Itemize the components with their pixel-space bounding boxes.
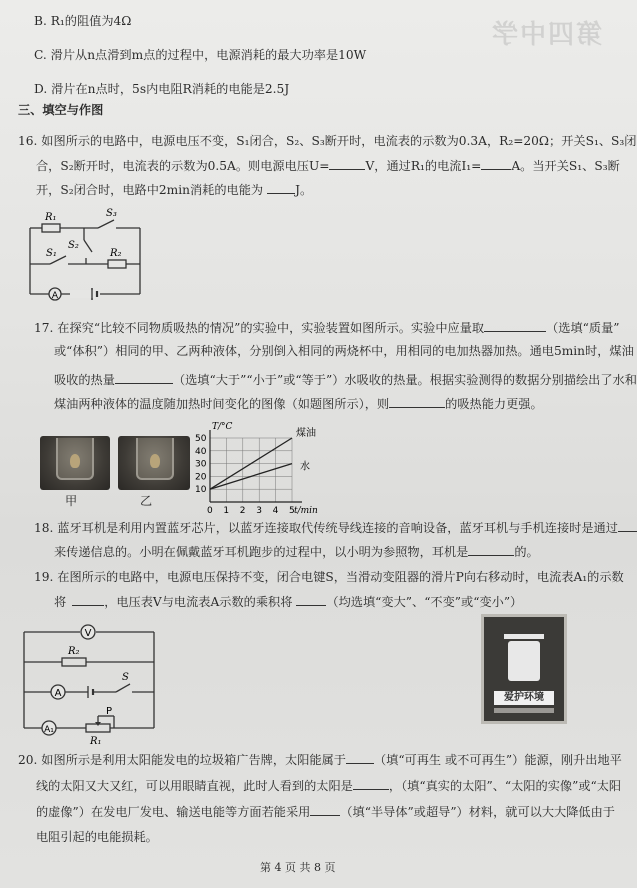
q16-text-c: A。当开关S₁、S₃断 xyxy=(511,159,620,173)
q16-blank-energy[interactable] xyxy=(267,182,295,194)
label-r2: R₂ xyxy=(110,248,122,259)
q19-text-c: （均选填“变大”、“不变”或“变小”） xyxy=(326,595,523,609)
label-yi: 乙 xyxy=(140,494,153,508)
q20-text-a: 20. 如图所示是利用太阳能发电的垃圾箱广告牌，太阳能属于 xyxy=(18,753,346,767)
label-r1: R₁ xyxy=(45,212,57,223)
option-c: C. 滑片从n点滑到m点的过程中，电源消耗的最大功率是10W xyxy=(34,48,367,62)
q16-text-d: 开，S₂闭合时，电路中2min消耗的电能为 xyxy=(36,183,264,197)
bleed-through-text: 第四中学 xyxy=(490,20,603,50)
ammeter1-19-label: A₁ xyxy=(44,725,54,735)
q19-text-b: ，电压表V与电流表A示数的乘积将 xyxy=(104,595,293,609)
solar-trash-bin-poster xyxy=(481,614,567,724)
y-tick-label: 40 xyxy=(195,446,207,457)
q17-line4 xyxy=(54,396,543,412)
y-axis-label: T/°C xyxy=(212,422,233,432)
series-label: 水 xyxy=(300,461,310,473)
q20-text-f: （填“半导体”或超导”）材料，就可以大大降低由于 xyxy=(340,805,615,819)
page-footer: 第 4 页 共 8 页 xyxy=(260,861,336,874)
q17-blank-substance[interactable] xyxy=(389,396,445,408)
q20-text-e: 的虚像”）在发电厂发电、输送电能等方面若能采用 xyxy=(36,805,311,819)
q17-blank-heat[interactable] xyxy=(115,372,173,384)
q20-text-d: ，（填“真实的太阳”、“太阳的实像”或“太阳 xyxy=(388,779,622,793)
q17-line1 xyxy=(34,320,620,336)
x-tick-label: 3 xyxy=(256,506,262,516)
q19-line1: 19. 在图所示的电路中，电源电压保持不变，闭合电键S，当滑动变阻器的滑片P向右移动时，电流表A₁的示数 xyxy=(34,570,624,584)
q16-text-a: 合，S₂断开时，电流表的示数为0.5A。则电源电压U= xyxy=(36,159,330,173)
voltmeter-19-label: V xyxy=(84,628,92,639)
ammeter-19-label: A xyxy=(54,688,62,699)
heater-jia xyxy=(70,454,80,468)
q18-line2 xyxy=(54,544,539,560)
q18-text-c: 的。 xyxy=(514,545,539,559)
q17-text-c: 吸收的热量 xyxy=(54,373,115,387)
q17-line2: 或“体积”）相同的甲、乙两种液体，分别倒入相同的两烧杯中，用相同的电加热器加热。通电5min时，煤油 xyxy=(54,344,634,358)
q18-blank-medium[interactable] xyxy=(618,520,637,532)
q17-text-d: （选填“大于”“小于”或“等于”）水吸收的热量。根据实验测得的数据分别描绘出了水和 xyxy=(172,373,637,387)
y-tick-label: 10 xyxy=(195,485,207,496)
y-tick-label: 30 xyxy=(195,459,207,470)
label-jia: 甲 xyxy=(65,494,78,508)
q19-blank-a1[interactable] xyxy=(72,594,104,606)
x-tick-label: 5 xyxy=(289,506,295,516)
x-tick-label: 0 xyxy=(207,506,213,516)
q16-line1: 16. 如图所示的电路中，电源电压不变，S₁闭合，S₂、S₃断开时，电流表的示数为0.3A，R₂=20Ω；开关S₁、S₃闭 xyxy=(18,134,637,148)
q17-line3 xyxy=(54,372,637,388)
q16-blank-current[interactable] xyxy=(481,158,511,170)
q20-blank-material[interactable] xyxy=(310,804,340,816)
trash-bin-icon xyxy=(508,641,540,681)
beaker-photo-yi xyxy=(118,436,190,490)
circuit-diagram-16 xyxy=(20,200,150,305)
q16-line2 xyxy=(36,158,620,174)
q18-blank-motion[interactable] xyxy=(468,544,514,556)
poster-subtext xyxy=(494,708,554,713)
q16-text-b: V，通过R₁的电流I₁= xyxy=(365,159,482,173)
q16-text-e: J。 xyxy=(295,183,313,197)
poster-label: 爱护环境 xyxy=(494,691,554,705)
q17-text-f: 的吸热能力更强。 xyxy=(445,397,543,411)
label-switch-19: S xyxy=(122,672,129,683)
y-tick-label: 50 xyxy=(195,434,207,444)
beaker-photo-jia xyxy=(40,436,110,490)
q20-line1 xyxy=(18,752,622,768)
q16-blank-voltage[interactable] xyxy=(329,158,365,170)
y-tick-label: 20 xyxy=(195,472,207,483)
q20-blank-sun[interactable] xyxy=(353,778,389,790)
q20-text-c: 线的太阳又大又红，可以用眼睛直视，此时人看到的太阳是 xyxy=(36,779,353,793)
x-axis-label: t/min xyxy=(294,506,318,516)
q17-text-a: 17. 在探究“比较不同物质吸热的情况”的实验中，实验装置如图所示。实验中应量取 xyxy=(34,321,485,335)
q17-blank-quantity[interactable] xyxy=(484,320,546,332)
q19-text-a: 将 xyxy=(54,595,67,609)
label-slider-19: P xyxy=(106,706,113,717)
temperature-time-chart xyxy=(188,420,348,520)
q20-text-b: （填“可再生 或不可再生”）能源，刚升出地平 xyxy=(373,753,622,767)
heater-yi xyxy=(150,454,160,468)
x-tick-label: 1 xyxy=(223,506,230,516)
q18-text-b: 来传递信息的。小明在佩戴蓝牙耳机跑步的过程中，以小明为参照物，耳机是 xyxy=(54,545,469,559)
circuit-diagram-19 xyxy=(18,616,168,746)
option-b: B. R₁的阻值为4Ω xyxy=(34,14,132,28)
q18-text-a: 18. 蓝牙耳机是利用内置蓝牙芯片，以蓝牙连接取代传统导线连接的音响设备，蓝牙耳机与手机连接时是通过 xyxy=(34,521,618,535)
q20-line3 xyxy=(36,804,615,820)
q20-blank-energy[interactable] xyxy=(346,752,374,764)
q18-line1 xyxy=(34,520,637,536)
x-tick-label: 4 xyxy=(272,506,279,516)
label-r1-19: R₁ xyxy=(90,736,102,746)
option-d: D. 滑片在n点时，5s内电阻R消耗的电能是2.5J xyxy=(34,82,290,96)
label-s1: S₁ xyxy=(46,248,57,259)
q17-text-b: （选填“质量” xyxy=(546,321,620,335)
ammeter-16-label: A xyxy=(51,291,59,301)
q17-text-e: 煤油两种液体的温度随加热时间变化的图像（如题图所示），则 xyxy=(54,397,390,411)
label-r2-19: R₂ xyxy=(68,646,80,657)
label-s3: S₃ xyxy=(106,208,117,219)
x-tick-label: 2 xyxy=(239,506,246,516)
q20-line4: 电阻引起的电能损耗。 xyxy=(36,830,158,844)
q20-line2 xyxy=(36,778,621,794)
q16-line3 xyxy=(36,182,312,198)
series-label: 煤油 xyxy=(296,428,316,439)
label-s2: S₂ xyxy=(68,240,79,251)
q19-blank-product[interactable] xyxy=(296,594,326,606)
section-title: 三、填空与作图 xyxy=(18,103,104,117)
q19-line2 xyxy=(54,594,522,610)
